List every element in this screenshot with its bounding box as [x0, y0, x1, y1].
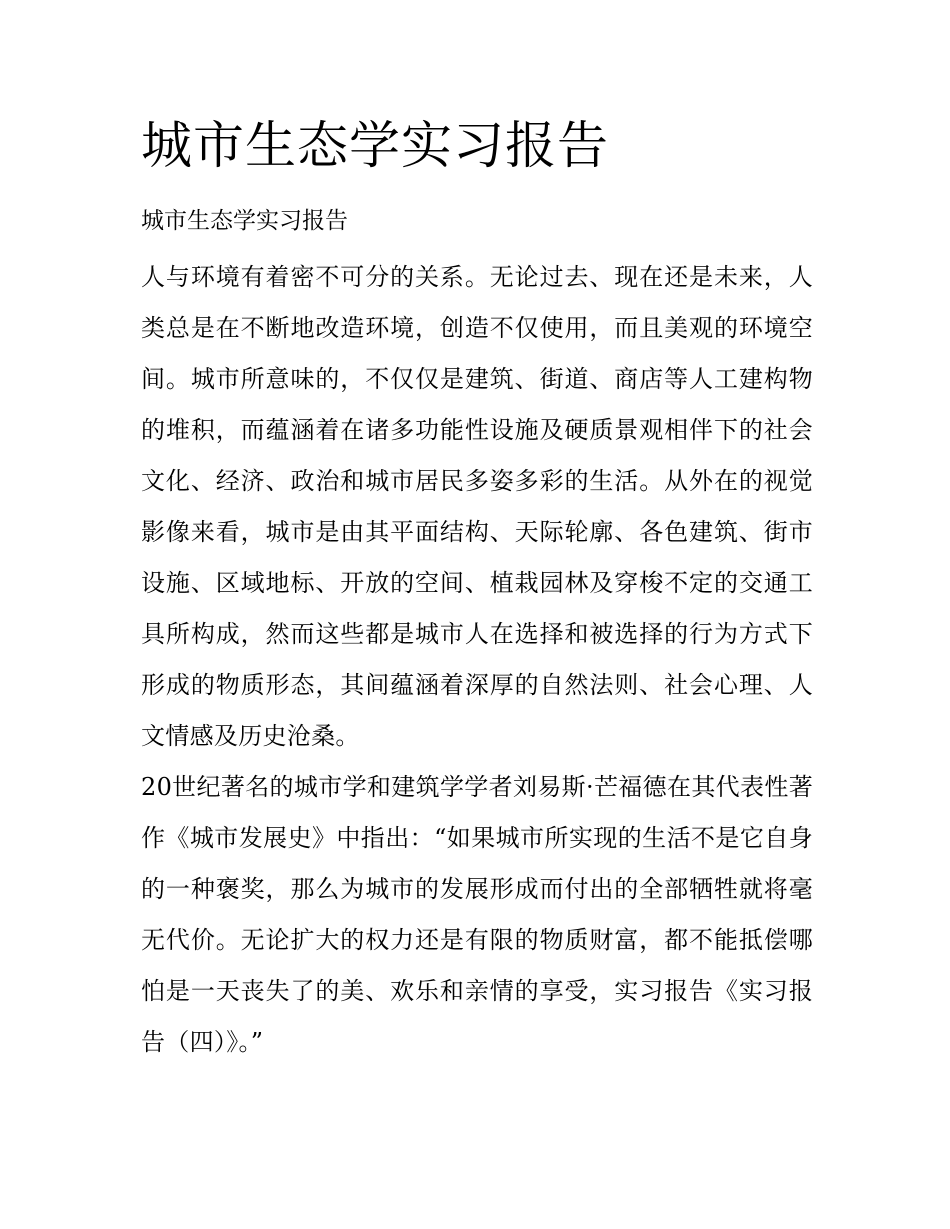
- document-subtitle: 城市生态学实习报告: [141, 208, 348, 234]
- document-page: [141, 112, 813, 1068]
- body-paragraph-1: 人与环境有着密不可分的关系。无论过去、现在还是未来，人类总是在不断地改造环境，创造不仅使用，而且美观的环境空间。城市所意味的，不仅仅是建筑、街道、商店等人工建构物的堆积，而蕴涵着在诸多功能性设施及硬质景观相伴下的社会文化、经济、政治和城市居民多姿多彩的生活。从外在的视觉影像来看，城市是由其平面结构、天际轮廓、各色建筑、街市设施、区域地标、开放的空间、植栽园林及穿梭不定的交通工具所构成，然而这些都是城市人在选择和被选择的行为方式下形成的物质形态，其间蕴涵着深厚的自然法则、社会心理、人文情感及历史沧桑。: [141, 263, 813, 750]
- document-title: 城市生态学实习报告: [141, 117, 610, 176]
- body-paragraph-2: 20世纪著名的城市学和建筑学学者刘易斯·芒福德在其代表性著作《城市发展史》中指出：“如果城市所实现的生活不是它自身的一种褒奖，那么为城市的发展形成而付出的全部牺牲就将毫无代价。无论扩大的权力还是有限的物质财富，都不能抵偿哪怕是一天丧失了的美、欢乐和亲情的享受，实习报告《实习报告（四）》。”: [141, 773, 813, 1056]
